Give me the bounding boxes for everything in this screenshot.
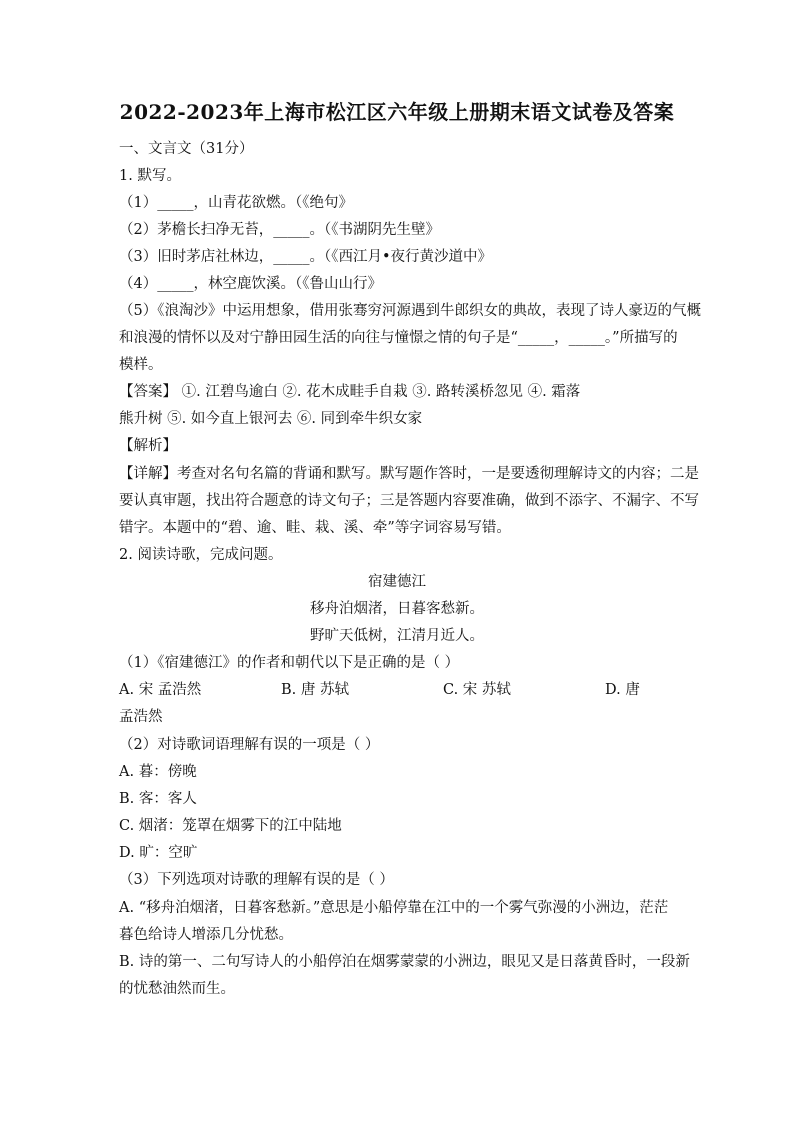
question-2-stem: 2. 阅读诗歌，完成问题。	[119, 547, 283, 563]
q1-detail-line-2: 要认真审题，找出符合题意的诗文句子；三是答题内容要准确，做到不添字、不漏字、不写	[119, 493, 699, 509]
q2-sub3-option-a-line-1: A. “移舟泊烟渚，日暮客愁新。”意思是小船停靠在江中的一个雾气弥漫的小洲边，茫茫	[119, 900, 669, 916]
poem-line-1: 移舟泊烟渚，日暮客愁新。	[310, 601, 484, 617]
page-title: 2022-2023年上海市松江区六年级上册期末语文试卷及答案	[119, 100, 675, 124]
q2-sub3-option-a-line-2: 暮色给诗人增添几分忧愁。	[119, 927, 293, 943]
q2-sub1-option-b: B. 唐 苏轼	[281, 682, 349, 698]
q1-detail-line-3: 错字。本题中的“碧、逾、畦、栽、溪、牵”等字词容易写错。	[119, 520, 511, 536]
q2-sub2-stem: （2）对诗歌词语理解有误的一项是（ ）	[119, 737, 380, 753]
q2-sub1-option-d: D. 唐	[605, 682, 640, 698]
q1-analysis-label: 【解析】	[119, 438, 177, 454]
q2-sub1-option-a: A. 宋 孟浩然	[119, 682, 202, 698]
q1-item-1: （1）_____，山青花欲燃。（《绝句》	[119, 195, 353, 211]
q1-item-4: （4）_____，林空鹿饮溪。（《鲁山山行》	[119, 276, 382, 292]
poem-line-2: 野旷天低树，江清月近人。	[310, 628, 484, 644]
section-heading: 一、文言文（31分）	[119, 141, 254, 157]
q2-sub2-option-a: A. 暮：傍晚	[119, 764, 197, 780]
q2-sub3-option-b-line-2: 的忧愁油然而生。	[119, 981, 235, 997]
q2-sub3-stem: （3）下列选项对诗歌的理解有误的是（ ）	[119, 872, 394, 888]
q1-answer-line-2: 熊升树 ⑤. 如今直上银河去 ⑥. 同到牵牛织女家	[119, 411, 423, 427]
q2-sub2-option-b: B. 客：客人	[119, 791, 197, 807]
q1-item-2: （2）茅檐长扫净无苔，_____。（《书湖阴先生壁》	[119, 222, 440, 238]
q1-item-5-line-3: 模样。	[119, 357, 163, 373]
q2-sub2-option-c: C. 烟渚：笼罩在烟雾下的江中陆地	[119, 818, 342, 834]
q2-sub1-option-d-wrap: 孟浩然	[119, 709, 163, 725]
q2-sub2-option-d: D. 旷：空旷	[119, 845, 198, 861]
q1-detail-line-1: 【详解】考查对名句名篇的背诵和默写。默写题作答时，一是要透彻理解诗文的内容；二是	[119, 466, 699, 482]
q2-sub1-stem: （1）《宿建德江》的作者和朝代以下是正确的是（ ）	[119, 655, 460, 671]
q1-item-3: （3）旧时茅店社林边，_____。（《西江月•夜行黄沙道中》	[119, 249, 493, 265]
q1-item-5-line-2: 和浪漫的情怀以及对宁静田园生活的向往与憧憬之情的句子是“_____，_____。”所描写的	[119, 330, 678, 346]
q1-item-5-line-1: （5）《浪淘沙》中运用想象，借用张骞穷河源遇到牛郎织女的典故，表现了诗人豪迈的气概	[119, 303, 701, 319]
poem-title: 宿建德江	[368, 574, 426, 590]
q1-answer-line-1: 【答案】 ①. 江碧鸟逾白 ②. 花木成畦手自栽 ③. 路转溪桥忽见 ④. 霜落	[119, 384, 581, 400]
question-1-stem: 1. 默写。	[119, 168, 181, 184]
q2-sub3-option-b-line-1: B. 诗的第一、二句写诗人的小船停泊在烟雾蒙蒙的小洲边，眼见又是日落黄昏时，一段新	[119, 954, 690, 970]
q2-sub1-option-c: C. 宋 苏轼	[443, 682, 511, 698]
